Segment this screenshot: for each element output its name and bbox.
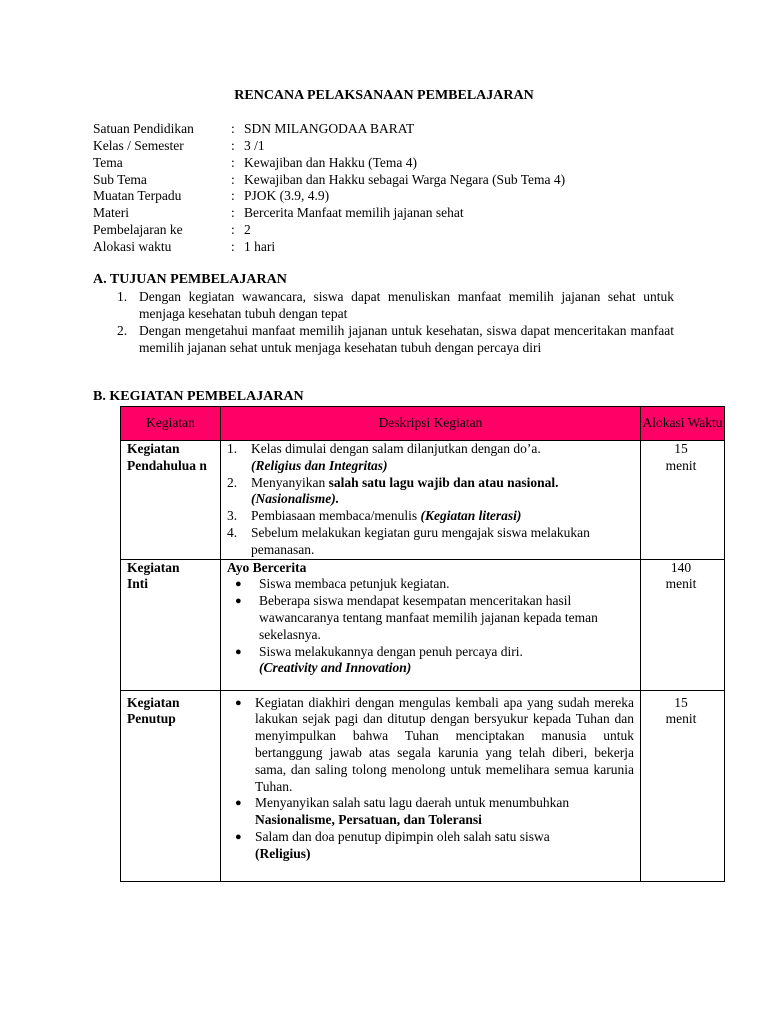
activity-name-cell [121,559,221,690]
meta-value: 3 /1 [244,138,265,153]
item-text: Beberapa siswa mendapat kesempatan menceritakan hasil wawancaranya tentang manfaat memilih jajanan kepada teman sekelasnya. [259,593,598,642]
bullet-icon: ● [235,830,242,843]
meta-colon: : [231,121,235,136]
meta-colon: : [231,172,235,187]
value-label: (Nasionalisme). [251,491,340,507]
item-number: 3. [227,508,238,524]
description-cell [221,441,641,560]
time-cell [641,690,725,881]
activity-name: Kegiatan Inti [127,559,180,592]
list-item [221,695,640,796]
item-text [255,795,634,829]
activity-subtitle: Ayo Bercerita [227,559,307,575]
description-cell [221,559,641,690]
meta-key: Satuan Pendidikan [93,121,194,136]
item-text-main: Menyanyikan [251,474,329,490]
value-label: (Creativity and Innovation) [259,660,412,676]
description-cell [221,690,641,881]
header-alokasi: Alokasi Waktu [641,407,725,441]
item-text-main: Menyanyikan salah satu lagu daerah untuk menumbuhkan [255,795,570,811]
section-b-heading: B. KEGIATAN PEMBELAJARAN [93,389,304,404]
table-row [121,559,725,690]
list-item [221,593,640,643]
bullet-icon: ● [235,696,242,709]
meta-key: Pembelajaran ke [93,222,183,237]
value-label: (Religius dan Integritas) [251,457,388,473]
table-row [121,441,725,560]
document-title: RENCANA PELAKSANAAN PEMBELAJARAN [234,88,534,103]
list-item [221,795,640,829]
time-cell [641,559,725,690]
meta-key: Kelas / Semester [93,138,184,153]
item-text-main: Salam dan doa penutup dipimpin oleh salah satu siswa [255,828,550,844]
list-item [221,441,640,475]
item-text-bold: salah satu lagu wajib dan atau nasional. [328,474,559,490]
meta-value: Kewajiban dan Hakku sebagai Warga Negara (Sub Tema 4) [244,172,566,187]
item-text [259,644,634,678]
objective-text: Dengan mengetahui manfaat memilih jajanan untuk kesehatan, siswa dapat menceritakan manfaat memilih jajanan sehat untuk menjaga kesehatan tubuh dengan percaya diri [139,323,674,355]
list-item [221,576,640,593]
meta-value: Kewajiban dan Hakku (Tema 4) [244,155,417,170]
item-text: Siswa membaca petunjuk kegiatan. [259,576,450,592]
item-text [251,475,634,509]
activity-name-cell [121,690,221,881]
meta-colon: : [231,138,235,153]
item-text [255,829,634,863]
activity-name-cell [121,441,221,560]
bullet-icon: ● [235,595,242,608]
item-text-main: Pembiasaan membaca/menulis [251,508,421,524]
item-text: Sebelum melakukan kegiatan guru mengajak siswa melakukan pemanasan. [251,524,590,557]
meta-colon: : [231,222,235,237]
item-text-bold: (Religius) [255,845,311,861]
item-text-bold: Nasionalisme, Persatuan, dan Toleransi [255,812,482,828]
table-header-row [121,407,725,441]
meta-value: PJOK (3.9, 4.9) [244,188,330,203]
section-a-heading: A. TUJUAN PEMBELAJARAN [93,272,287,287]
item-text [251,441,634,475]
meta-colon: : [231,188,235,203]
meta-colon: : [231,205,235,220]
meta-key: Tema [93,155,123,170]
meta-key: Alokasi waktu [93,239,172,254]
item-number: 1. [227,441,238,456]
meta-value: 1 hari [244,239,276,254]
time-value: 15 menit [665,441,697,473]
meta-key: Muatan Terpadu [93,188,182,203]
list-item [221,644,640,678]
item-text-main: Siswa melakukannya dengan penuh percaya diri. [259,643,523,659]
meta-colon: : [231,155,235,170]
item-number: 4. [227,524,238,540]
item-text [251,508,634,525]
meta-key: Materi [93,205,129,220]
objective-item [117,289,674,323]
item-text-main: Kelas dimulai dengan salam dilanjutkan dengan do’a. [251,441,541,456]
value-label: (Kegiatan literasi) [420,508,522,524]
objective-number: 1. [117,289,128,304]
meta-value: Bercerita Manfaat memilih jajanan sehat [244,205,464,220]
bullet-icon: ● [235,578,242,591]
header-kegiatan: Kegiatan [121,407,221,441]
activity-table [120,406,725,882]
list-item [221,475,640,509]
header-deskripsi: Deskripsi Kegiatan [221,407,641,441]
time-cell [641,441,725,560]
meta-value: 2 [244,222,251,237]
list-item [221,525,640,559]
objective-number: 2. [117,323,128,338]
item-text: Kegiatan diakhiri dengan mengulas kembali apa yang sudah mereka lakukan sejak pagi dan ditutup dengan bersyukur kepada Tuhan dan menyimpulkan bahwa Tuhan menciptakan manusia untuk bertanggung jawab atas segala karunia yang telah diberi, bekerja sama, dan saling tolong menolong untuk memelihara semua karunia Tuhan. [255,694,634,794]
bullet-icon: ● [235,645,242,658]
meta-value: SDN MILANGODAA BARAT [244,121,415,136]
list-item [221,508,640,525]
time-value: 140 menit [665,559,697,592]
time-value: 15 menit [665,694,697,727]
table-row [121,690,725,881]
item-number: 2. [227,474,238,490]
meta-colon: : [231,239,235,254]
meta-key: Sub Tema [93,172,147,187]
activity-name: Kegiatan Pendahulua n [127,441,207,473]
bullet-icon: ● [235,797,242,810]
list-item [221,829,640,863]
activity-name: Kegiatan Penutup [127,694,180,727]
objective-text: Dengan kegiatan wawancara, siswa dapat menuliskan manfaat memilih jajanan sehat untuk menjaga kesehatan tubuh dengan tepat [139,289,674,321]
objective-item [117,323,674,357]
